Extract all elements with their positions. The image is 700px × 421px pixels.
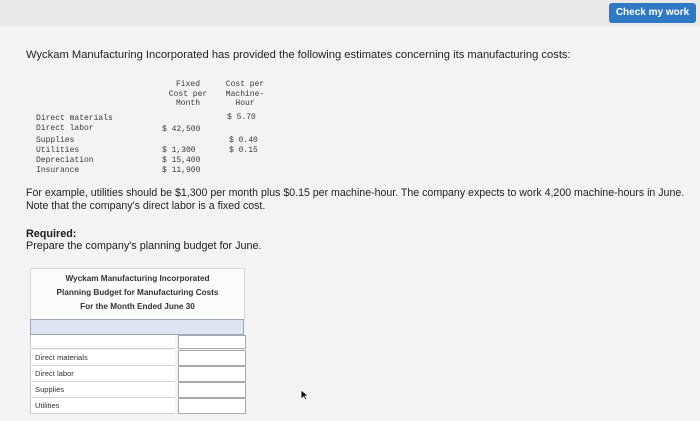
problem-intro: Wyckam Manufacturing Incorporated has provided the following estimates concerning its manufacturing costs: xyxy=(26,49,571,61)
budget-blank-row xyxy=(30,335,244,349)
top-toolbar xyxy=(0,0,700,26)
budget-title-block xyxy=(30,268,245,321)
check-my-work-button[interactable]: Check my work xyxy=(609,3,696,23)
estimate-variable-value: $ 0.15 xyxy=(229,146,258,155)
problem-example-text: For example, utilities should be $1,300 per month plus $0.15 per machine-hour. The company expects to work 4,200 machine-hours in June. Note that the company's direct labor is a fixed cost. xyxy=(26,187,685,212)
estimate-fixed-value: $ 11,900 xyxy=(162,166,201,175)
direct-materials-input[interactable] xyxy=(178,350,246,366)
direct-labor-input[interactable] xyxy=(178,366,246,382)
budget-blank-label xyxy=(30,335,175,349)
estimate-fixed-value: $ 42,500 xyxy=(162,125,201,134)
variable-cost-header: Cost per Machine- Hour xyxy=(225,80,265,109)
estimate-variable-value: $ 0.40 xyxy=(229,136,258,145)
estimate-row-label: Direct labor xyxy=(36,124,94,133)
cost-estimates-table xyxy=(36,80,276,176)
budget-blank-input[interactable] xyxy=(178,335,246,349)
budget-row xyxy=(30,398,244,414)
estimate-row-label: Supplies xyxy=(36,136,75,145)
budget-row xyxy=(30,382,244,398)
budget-row-label: Supplies xyxy=(30,382,175,398)
fixed-cost-header: Fixed Cost per Month xyxy=(168,80,208,109)
estimate-row-label: Insurance xyxy=(36,166,80,175)
budget-row-label: Direct labor xyxy=(30,366,175,382)
budget-title: Planning Budget for Manufacturing Costs xyxy=(56,288,219,297)
estimate-row-label: Utilities xyxy=(36,146,80,155)
supplies-input[interactable] xyxy=(178,382,246,398)
estimate-row-label: Depreciation xyxy=(36,156,94,165)
estimate-variable-value: $ 5.70 xyxy=(227,113,256,122)
budget-row xyxy=(30,350,244,366)
estimate-fixed-value: $ 1,300 xyxy=(162,146,196,155)
utilities-input[interactable] xyxy=(178,398,246,414)
budget-column-header-row xyxy=(30,319,244,335)
budget-company-name: Wyckam Manufacturing Incorporated xyxy=(65,274,210,283)
estimate-fixed-value: $ 15,400 xyxy=(162,156,201,165)
estimate-row-label: Direct materials xyxy=(36,114,113,123)
mouse-cursor-icon xyxy=(300,389,310,401)
budget-row xyxy=(30,366,244,382)
required-text: Prepare the company's planning budget for June. xyxy=(26,240,262,252)
budget-row-label: Utilities xyxy=(30,398,175,414)
required-heading: Required: xyxy=(26,228,77,240)
budget-period: For the Month Ended June 30 xyxy=(80,302,195,311)
budget-row-label: Direct materials xyxy=(30,350,175,366)
